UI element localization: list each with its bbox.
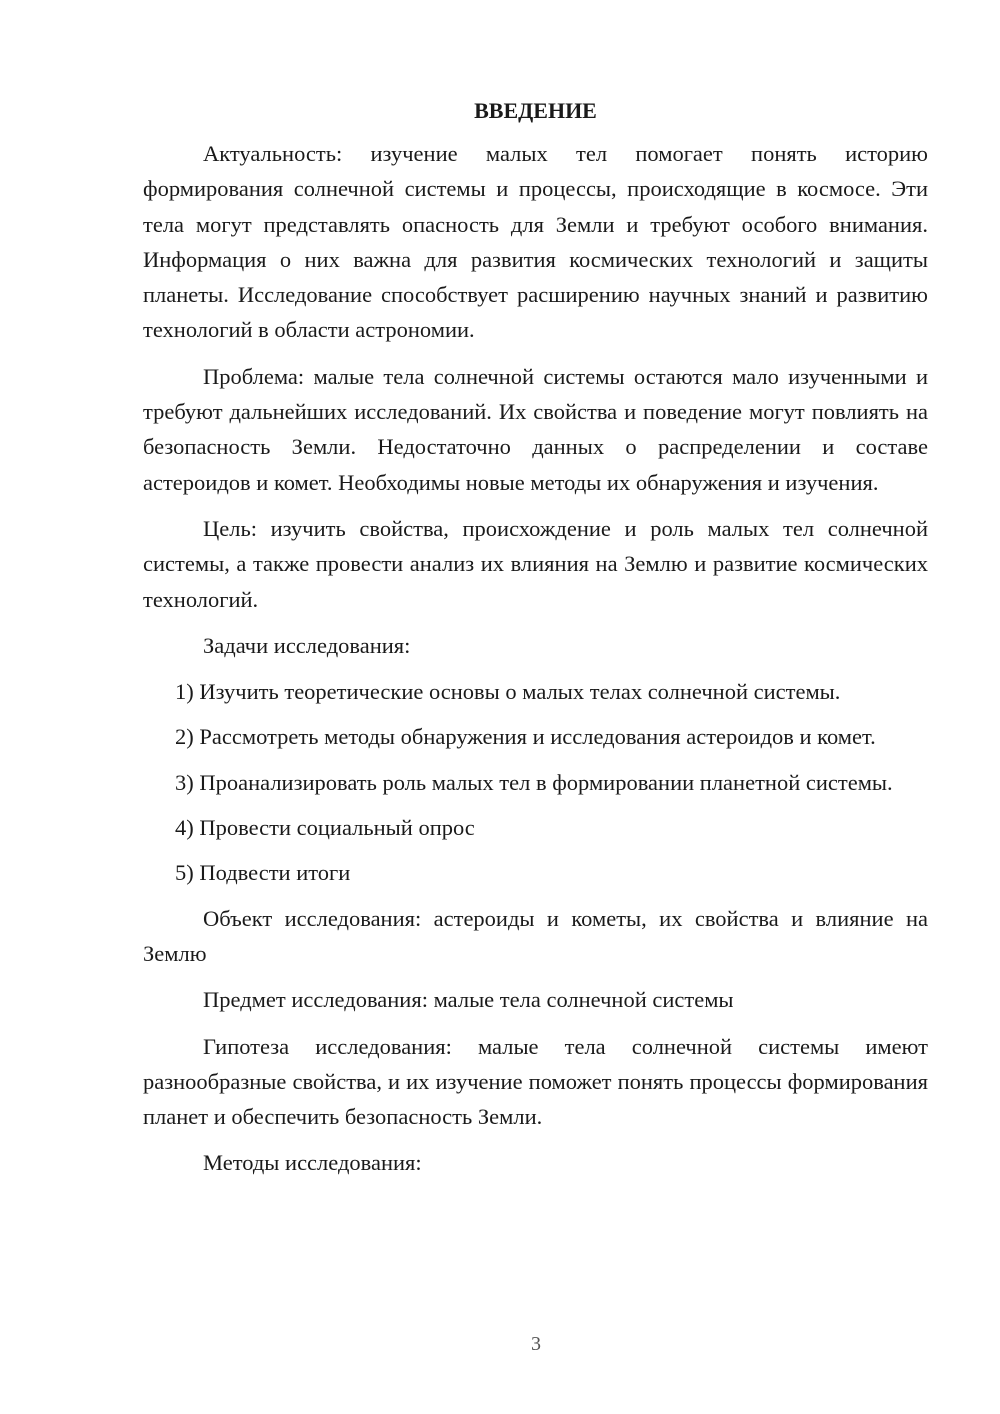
page-number: 3: [531, 1333, 541, 1355]
task-item-1: 1) Изучить теоретические основы о малых телах солнечной системы.: [175, 679, 841, 705]
tasks-heading: Задачи исследования:: [203, 632, 411, 658]
paragraph-subject: Предмет исследования: малые тела солнечной системы: [203, 987, 734, 1013]
paragraph-hypothesis: Гипотеза исследования: малые тела солнечной системы имеют разнообразные свойства, и их изучение поможет понять процессы формирования планет и обеспечить безопасность Земли.: [143, 1033, 928, 1130]
page-body: [143, 96, 928, 1192]
task-item-2: 2) Рассмотреть методы обнаружения и исследования астероидов и комет.: [175, 724, 876, 750]
paragraph-methods: Методы исследования:: [203, 1150, 422, 1176]
task-item-5: 5) Подвести итоги: [175, 860, 351, 886]
paragraph-object: Объект исследования: астероиды и кометы, их свойства и влияние на Землю: [143, 905, 928, 966]
paragraph-problem: Проблема: малые тела солнечной системы остаются мало изученными и требуют дальнейших исследований. Их свойства и поведение могут повлиять на безопасность Земли. Недостаточно данных о распределении и составе астероидов и комет. Необходимы новые методы их обнаружения и изучения.: [143, 363, 928, 495]
section-title: ВВЕДЕНИЕ: [474, 98, 597, 123]
paragraph-relevance: Актуальность: изучение малых тел помогает понять историю формирования солнечной системы и процессы, происходящие в космосе. Эти тела могут представлять опасность для Земли и требуют особого внимания. Информация о них важна для развития космических технологий и защиты планеты. Исследование способствует расширению научных знаний и развитию технологий в области астрономии.: [143, 141, 928, 343]
paragraph-goal: Цель: изучить свойства, происхождение и роль малых тел солнечной системы, а также провести анализ их влияния на Землю и развитие космических технологий.: [143, 515, 928, 612]
task-item-4: 4) Провести социальный опрос: [175, 815, 475, 841]
task-item-3: 3) Проанализировать роль малых тел в формировании планетной системы.: [175, 769, 893, 795]
